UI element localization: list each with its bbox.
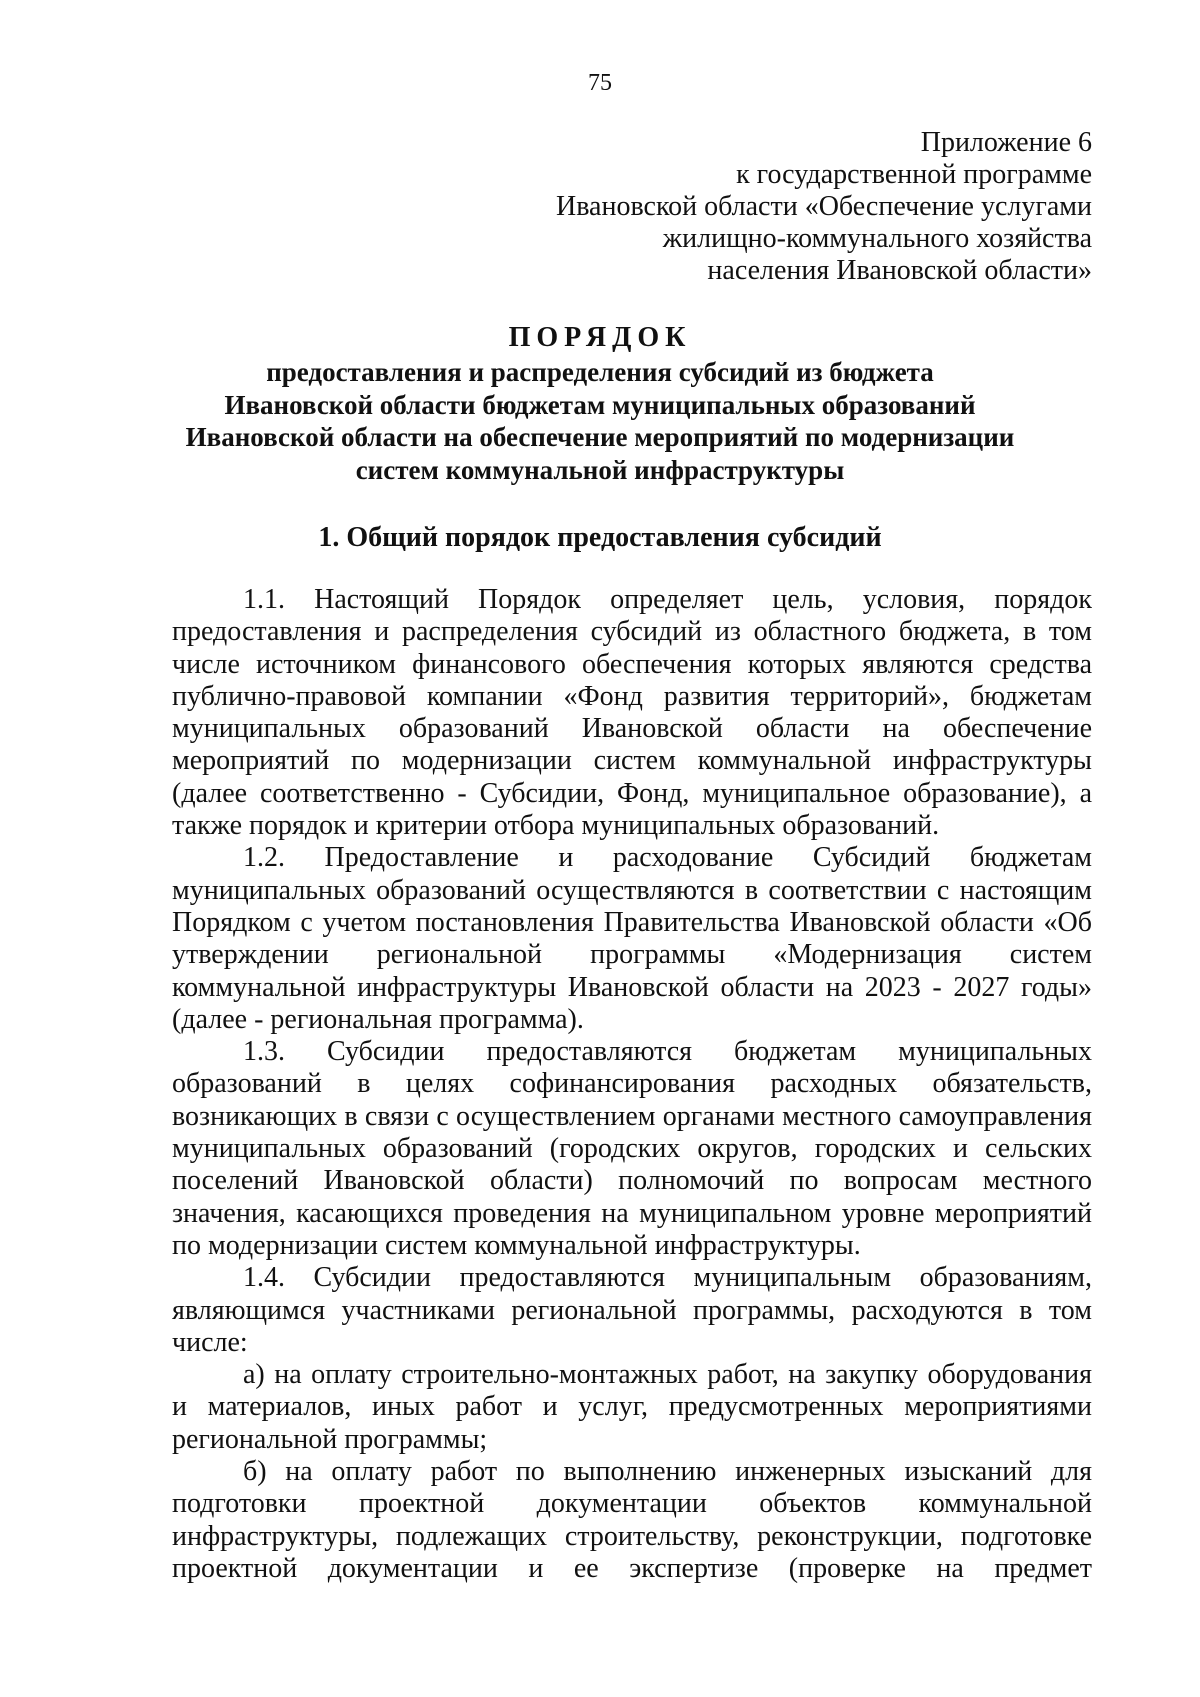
document-subtitle-line: систем коммунальной инфраструктуры — [355, 454, 845, 485]
document-subtitle-line: предоставления и распределения субсидий из бюджета — [266, 357, 934, 387]
paragraph: 1.3. Субсидии предоставляются бюджетам муниципальных образований в целях софинансирования расходных обязательств, возникающих в связи с осуществлением органами местного самоуправления муниципальных образований (городских округов, городских и сельских поселений Ивановской области) полномочий по вопросам местного значения, касающихся проведения на муниципальном уровне мероприятий по модернизации систем коммунальной инфраструктуры. — [172, 1036, 1092, 1261]
paragraph: а) на оплату строительно-монтажных работ, на закупку оборудования и материалов, иных работ и услуг, предусмотренных мероприятиями региональной программы; — [172, 1359, 1092, 1455]
paragraph: б) на оплату работ по выполнению инженерных изысканий для подготовки проектной документации объектов коммунальной инфраструктуры, подлежащих строительству, реконструкции, подготовке проектной документации и ее экспертизе (проверке на предмет — [172, 1456, 1092, 1584]
appendix-header — [452, 127, 1092, 287]
page-number: 75 — [588, 70, 612, 96]
appendix-line: Ивановской области «Обеспечение услугами — [555, 191, 1092, 222]
document-body — [172, 584, 1092, 1585]
document-title: ПОРЯДОК — [508, 322, 692, 353]
appendix-line: к государственной программе — [736, 159, 1092, 190]
appendix-line: населения Ивановской области» — [707, 255, 1092, 286]
paragraph: 1.4. Субсидии предоставляются муниципальным образованиям, являющимся участниками региональной программы, расходуются в том числе: — [172, 1262, 1092, 1358]
section-heading: 1. Общий порядок предоставления субсидий — [318, 522, 882, 553]
paragraph: 1.1. Настоящий Порядок определяет цель, условия, порядок предоставления и распределения субсидий из областного бюджета, в том числе источником финансового обеспечения которых являются средства публично-правовой компании «Фонд развития территорий», бюджетам муниципальных образований Ивановской области на обеспечение мероприятий по модернизации систем коммунальной инфраструктуры (далее соответственно - Субсидии, Фонд, муниципальное образование), а также порядок и критерии отбора муниципальных образований. — [172, 584, 1092, 842]
document-title-block — [150, 320, 1050, 486]
appendix-line: Приложение 6 — [920, 127, 1092, 158]
document-subtitle-line: Ивановской области бюджетам муниципальных образований — [224, 389, 976, 420]
paragraph: 1.2. Предоставление и расходование Субсидий бюджетам муниципальных образований осуществляются в соответствии с настоящим Порядком с учетом постановления Правительства Ивановской области «Об утверждении региональной программы «Модернизация систем коммунальной инфраструктуры Ивановской области на 2023 - 2027 годы» (далее - региональная программа). — [172, 842, 1092, 1035]
appendix-line: жилищно-коммунального хозяйства — [662, 223, 1092, 254]
document-subtitle-line: Ивановской области на обеспечение мероприятий по модернизации — [185, 422, 1015, 452]
